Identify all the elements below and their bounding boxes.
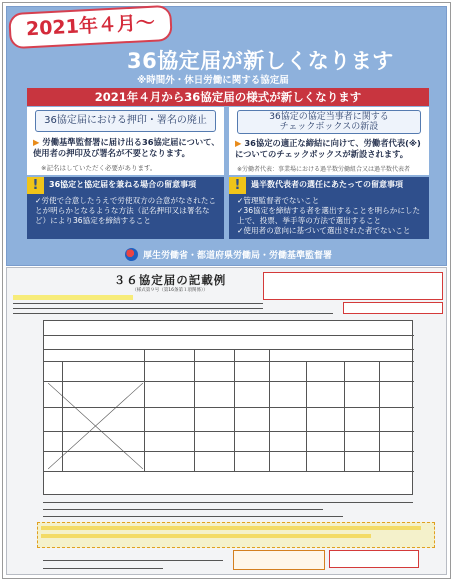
top-infographic <box>6 6 447 266</box>
orange-annotation-box <box>233 550 325 570</box>
card-seal-abolition <box>27 107 224 175</box>
table-rule <box>44 335 414 336</box>
panel-item-text: 管理監督者でないこと <box>243 196 320 205</box>
check-bullet-icon: ✓ <box>237 196 244 205</box>
triangle-bullet-icon: ▶ <box>235 138 242 148</box>
card-bullet-text: 36協定の適正な締結に向けて、労働者代表(※)についてのチェックボックスが新設されます。 <box>235 138 421 159</box>
panel-agreement-notes <box>27 177 224 239</box>
table-rule <box>44 381 414 382</box>
check-bullet-icon: ✓ <box>237 226 244 235</box>
card-heading-line2: チェックボックスの新設 <box>279 122 379 132</box>
exclamation-icon: ! <box>229 177 246 194</box>
table-diagonals <box>48 383 143 469</box>
table-rule <box>44 361 414 362</box>
table-rule <box>194 349 195 471</box>
ministry-footer <box>125 246 332 262</box>
table-rule <box>344 361 345 471</box>
text-line <box>43 502 413 503</box>
table-rule <box>269 349 270 471</box>
table-rule <box>44 349 414 350</box>
panel-body <box>35 196 220 226</box>
main-title: 36協定届が新しくなります <box>127 49 394 73</box>
check-bullet-icon: ✓ <box>35 196 42 205</box>
panel-heading: 36協定と協定届を兼ねる場合の留意事項 <box>49 180 197 189</box>
panel-body-text: 労使で合意したうえで労使双方の合意がなされたことが明らかとなるような方法（記名押印又は署名など）により36協定を締結すること <box>35 196 217 225</box>
card-heading: 36協定届における押印・署名の廃止 <box>35 110 216 132</box>
highlight-mark <box>13 295 133 300</box>
panel-representative-notes <box>229 177 429 239</box>
panel-item <box>237 196 425 206</box>
check-bullet-icon: ✓ <box>237 206 244 215</box>
red-annotation-small <box>343 302 443 314</box>
text-line <box>43 509 323 510</box>
panel-body <box>237 196 425 236</box>
ministry-logo-icon <box>125 248 138 261</box>
triangle-bullet-icon: ▶ <box>33 137 40 147</box>
panel-item <box>237 206 425 226</box>
form-table <box>43 320 413 495</box>
card-note: ※労働者代表：事業場における過半数労働組合又は過半数代表者 <box>237 166 411 173</box>
card-heading <box>237 110 421 134</box>
date-badge: 2021年４月～ <box>8 5 173 49</box>
table-rule <box>306 361 307 471</box>
table-rule <box>144 349 145 471</box>
text-line <box>43 568 163 569</box>
exclamation-icon: ! <box>27 177 44 194</box>
red-annotation-box <box>263 272 443 300</box>
card-note: ※記名はしていただく必要があります。 <box>41 164 157 172</box>
table-rule <box>234 349 235 471</box>
text-line <box>13 313 333 314</box>
card-bullet <box>235 138 425 160</box>
form-title: ３６協定届の記載例 <box>113 273 227 287</box>
card-bullet <box>33 137 220 159</box>
panel-heading: 過半数代表者の選任にあたっての留意事項 <box>251 180 403 189</box>
card-checkbox-new <box>229 107 429 175</box>
card-bullet-text: 労働基準監督署に届け出る36協定届について、使用者の押印及び署名が不要となります。 <box>33 137 220 158</box>
highlight-mark <box>41 526 421 530</box>
table-rule <box>379 361 380 471</box>
panel-item <box>237 226 425 236</box>
text-line <box>43 516 343 517</box>
form-subtitle: （様式第９号（第16条第１項関係）） <box>132 288 208 293</box>
highlight-mark <box>41 534 371 538</box>
ministry-name: 厚生労働省・都道府県労働局・労働基準監督署 <box>143 250 333 261</box>
panel-item-text: 36協定を締結する者を選出することを明らかにした上で、投票、挙手等の方法で選出すること <box>237 206 421 225</box>
text-line <box>43 560 223 561</box>
form-example <box>6 267 447 575</box>
text-line <box>13 303 263 304</box>
red-annotation-box-bottom <box>329 550 419 568</box>
text-line <box>13 308 263 309</box>
red-banner: 2021年４月から36協定届の様式が新しくなります <box>27 88 429 106</box>
card-heading-line1: 36協定の協定当事者に関する <box>269 112 389 122</box>
table-rule <box>44 471 414 472</box>
panel-item-text: 使用者の意向に基づいて選出された者でないこと <box>243 226 411 235</box>
main-subtitle: ※時間外・休日労働に関する協定届 <box>137 75 289 86</box>
